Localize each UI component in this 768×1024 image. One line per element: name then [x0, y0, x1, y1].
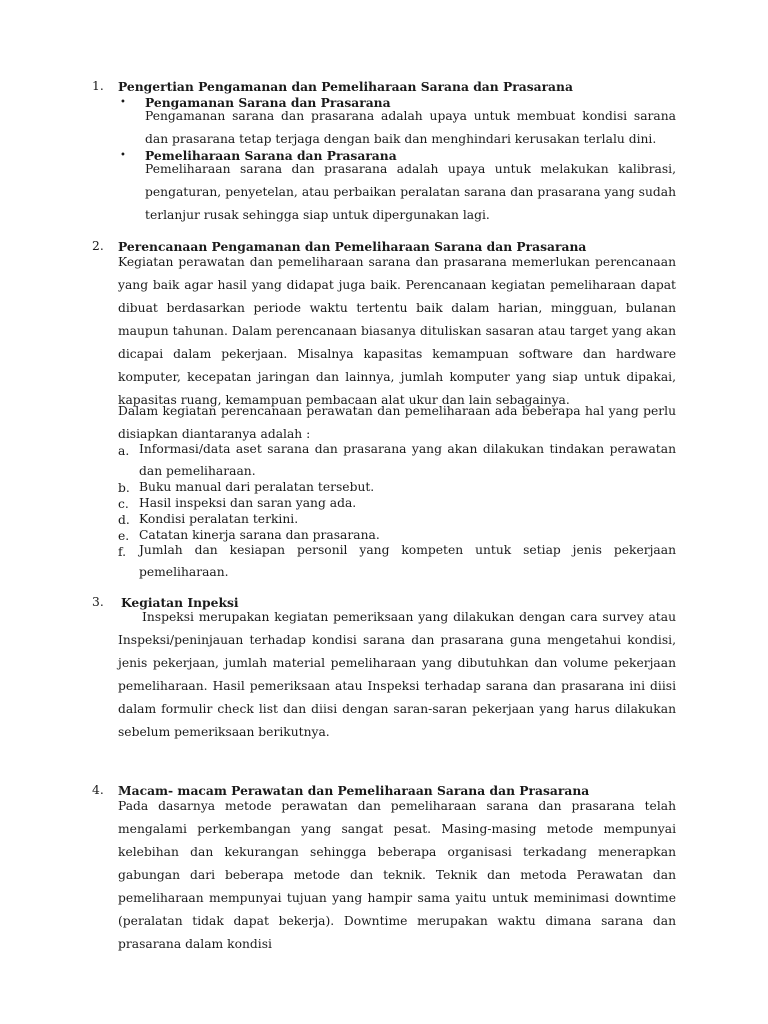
- bullet-icon: •: [120, 97, 126, 108]
- list-item: Catatan kinerja sarana dan prasarana.: [139, 528, 380, 542]
- section-3-title: Kegiatan Inpeksi: [121, 595, 239, 610]
- bullet-icon: •: [120, 150, 126, 161]
- list-marker: f.: [118, 545, 127, 559]
- section-2-number: 2.: [92, 239, 104, 253]
- section-4-title: Macam- macam Perawatan dan Pemeliharaan Sarana dan Prasarana: [118, 783, 590, 798]
- section-2-paragraph-2: Dalam kegiatan perencanaan perawatan dan pemeliharaan ada beberapa hal yang perlu disiapkan diantaranya adalah :: [118, 404, 676, 441]
- list-item: Kondisi peralatan terkini.: [139, 512, 299, 526]
- section-1-number: 1.: [92, 79, 104, 93]
- section-2-paragraph-1: Kegiatan perawatan dan pemeliharaan sarana dan prasarana memerlukan perencanaan yang baik agar hasil yang didapat juga baik. Perencanaan kegiatan pemeliharaan dapat dibuat berdasarkan periode waktu tertentu baik dalam harian, mingguan, bulanan maupun tahunan. Dalam perencanaan biasanya dituliskan sasaran atau target yang akan dicapai dalam pekerjaan. Misalnya kapasitas kemampuan software dan hardware komputer, kecepatan jaringan dan lainnya, jumlah komputer yang siap untuk dipakai, kapasitas ruang, kemampuan pembacaan alat ukur dan lain sebagainya.: [118, 255, 676, 407]
- list-marker: d.: [118, 513, 130, 527]
- list-marker: c.: [118, 497, 129, 511]
- section-3-paragraph: Inspeksi merupakan kegiatan pemeriksaan yang dilakukan dengan cara survey atau Inspeksi/peninjauan terhadap kondisi sarana dan prasarana guna mengetahui kondisi, jenis pekerjaan, jumlah material pemeliharaan yang dibutuhkan dan volume pekerjaan pemeliharaan. Hasil pemeriksaan atau Inspeksi terhadap sarana dan prasarana ini diisi dalam formulir check list dan diisi dengan saran-saran pekerjaan yang harus dilakukan sebelum pemeriksaan berikutnya.: [118, 610, 676, 739]
- list-marker: a.: [118, 444, 130, 458]
- list-item: Jumlah dan kesiapan personil yang kompeten untuk setiap jenis pekerjaan pemeliharaan.: [139, 543, 676, 579]
- section-2-title: Perencanaan Pengamanan dan Pemeliharaan Sarana dan Prasarana: [118, 239, 587, 254]
- bullet-1-title: Pengamanan Sarana dan Prasarana: [145, 95, 391, 110]
- section-4-number: 4.: [92, 783, 104, 797]
- list-marker: b.: [118, 481, 130, 495]
- list-item: Hasil inspeksi dan saran yang ada.: [139, 496, 357, 510]
- section-1-title: Pengertian Pengamanan dan Pemeliharaan Sarana dan Prasarana: [118, 79, 573, 94]
- list-item: Informasi/data aset sarana dan prasarana yang akan dilakukan tindakan perawatan dan pemeliharaan.: [139, 442, 676, 478]
- section-4-paragraph: Pada dasarnya metode perawatan dan pemeliharaan sarana dan prasarana telah mengalami perkembangan yang sangat pesat. Masing-masing metode mempunyai kelebihan dan kekurangan sehingga beberapa organisasi terkadang menerapkan gabungan dari beberapa metode dan teknik. Teknik dan metoda Perawatan dan pemeliharaan mempunyai tujuan yang hampir sama yaitu untuk meminimasi downtime (peralatan tidak dapat bekerja). Downtime merupakan waktu dimana sarana dan prasarana dalam kondisi: [118, 799, 676, 951]
- bullet-2-text: Pemeliharaan sarana dan prasarana adalah upaya untuk melakukan kalibrasi, pengaturan, penyetelan, atau perbaikan peralatan sarana dan prasarana yang sudah terlanjur rusak sehingga siap untuk dipergunakan lagi.: [145, 162, 676, 222]
- list-marker: e.: [118, 529, 130, 543]
- bullet-2-title: Pemeliharaan Sarana dan Prasarana: [145, 148, 397, 163]
- section-3-number: 3.: [92, 595, 104, 609]
- list-item: Buku manual dari peralatan tersebut.: [139, 480, 375, 494]
- bullet-1-text: Pengamanan sarana dan prasarana adalah upaya untuk membuat kondisi sarana dan prasarana tetap terjaga dengan baik dan menghindari kerusakan terlalu dini.: [145, 109, 676, 146]
